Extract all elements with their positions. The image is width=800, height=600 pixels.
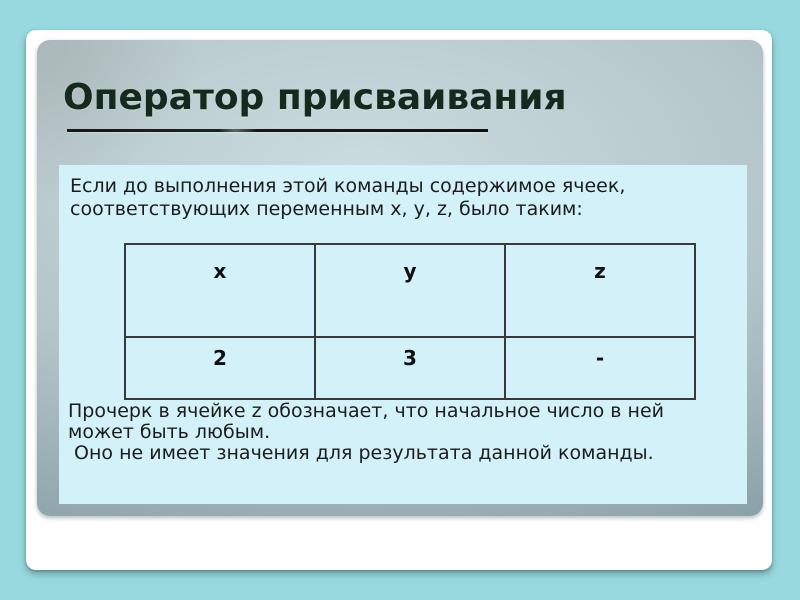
slide-card <box>26 30 772 570</box>
title-underline <box>67 129 488 132</box>
table-header-x: x <box>125 244 315 337</box>
note-text <box>68 401 664 464</box>
table-cell-y: 3 <box>315 337 505 399</box>
content-box <box>59 165 747 504</box>
table-header-y: y <box>315 244 505 337</box>
table-header-z: z <box>505 244 695 337</box>
table-header-row <box>125 244 695 337</box>
table-cell-x: 2 <box>125 337 315 399</box>
note-line-3: Оно не имеет значения для результата данной команды. <box>68 442 654 464</box>
intro-text <box>70 175 625 221</box>
intro-line-2: соответствующих переменным x, y, z, было таким: <box>70 198 583 220</box>
page-title: Оператор присваивания <box>63 77 567 118</box>
table-row <box>125 337 695 399</box>
slide-panel <box>37 40 763 516</box>
note-line-1: Прочерк в ячейке z обозначает, что начальное число в ней <box>68 400 664 422</box>
values-table <box>124 243 696 400</box>
intro-line-1: Если до выполнения этой команды содержимое ячеек, <box>70 175 626 197</box>
note-line-2: может быть любым. <box>68 421 271 443</box>
table-cell-z: - <box>505 337 695 399</box>
